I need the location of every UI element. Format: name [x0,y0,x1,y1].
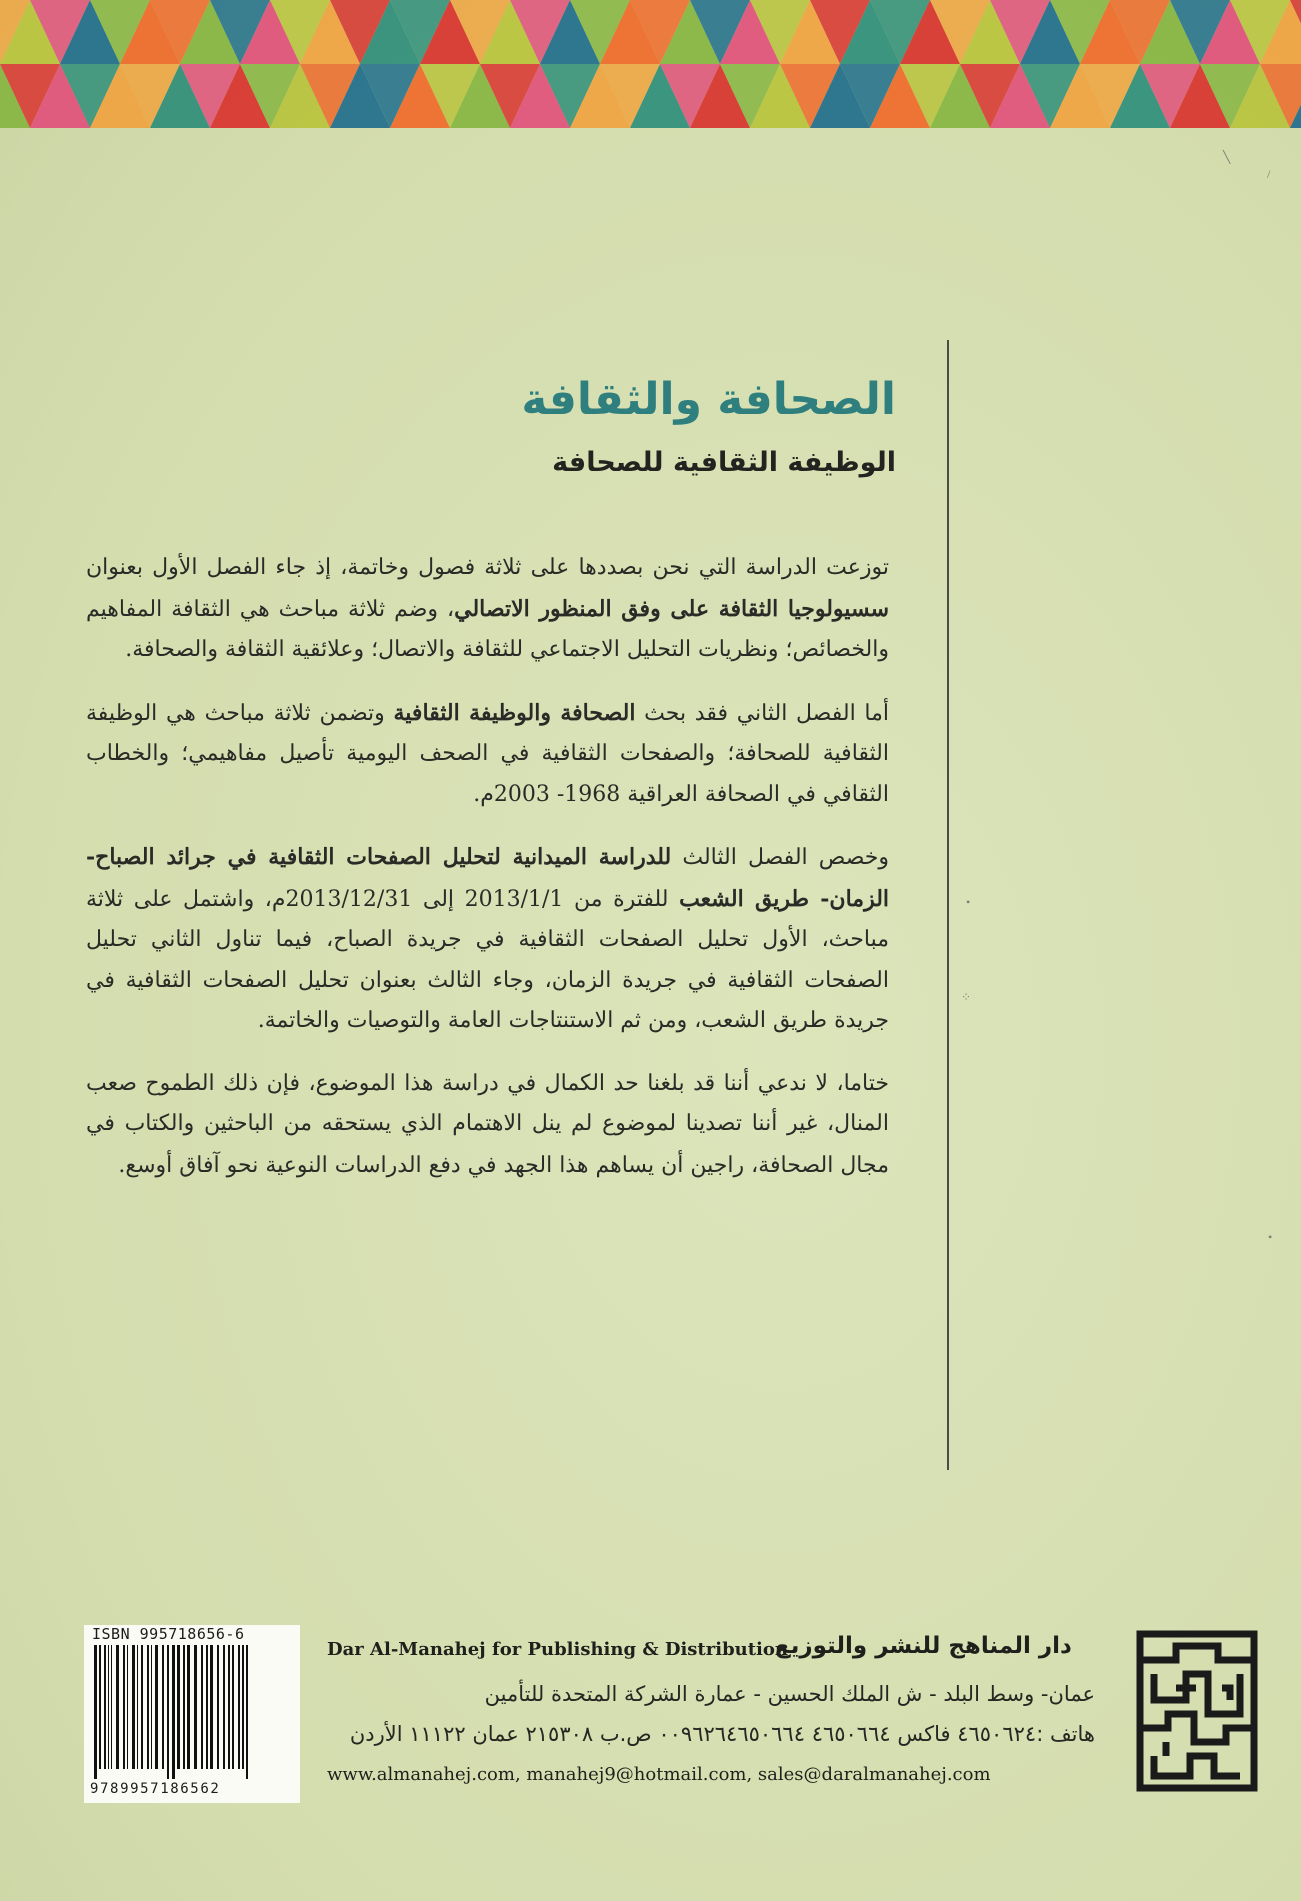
barcode-bar [151,1645,152,1769]
isbn-label: ISBN 995718656-6 [92,1625,245,1643]
scuff-mark: • [1268,1230,1273,1244]
barcode-bar [132,1645,135,1769]
publisher-phone-line: هاتف :٤٦٥٠٦٢٤ فاكس ٤٦٥٠٦٦٤ ٠٠٩٦٢٦٤٦٥٠٦٦٤ ص.ب ٢١٥٣٠٨ عمان ١١١٢٢ الأردن [349,1722,1095,1746]
scuff-mark: • [966,895,971,909]
barcode-bars [90,1645,294,1779]
barcode-bar [194,1645,197,1769]
barcode-bar [217,1645,219,1769]
barcode-bar [183,1645,185,1769]
barcode-bar [172,1645,175,1779]
barcode-bar [137,1645,138,1769]
barcode-bar [223,1645,225,1769]
book-subtitle: الوظيفة الثقافية للصحافة [552,447,896,478]
triangle-pattern [0,0,1301,128]
barcode-bar [127,1645,128,1769]
barcode-bar [116,1645,119,1769]
barcode-digits: 9789957186562 [90,1781,221,1797]
barcode-bar [177,1645,180,1769]
blurb-paragraph-4: ختاما، لا ندعي أننا قد بلغنا حد الكمال في دراسة هذا الموضوع، فإن ذلك الطموح صعب المنال، غير أننا تصدينا لموضوع لم ينل الاهتمام الذي يستحقه من الباحثين والكتاب في مجال الصحافة، راجين أن يساهم هذا الجهد في دفع الدراسات النوعية نحو آفاق أوسع. [86,1070,889,1178]
blurb-paragraph-3: وخصص الفصل الثالث للدراسة الميدانية لتحليل الصفحات الثقافية في جرائد الصباح- الزمان- طريق الشعب للفترة من 2013/1/1 إلى 2013/12/31م، واشتمل على ثلاثة مباحث، الأول تحليل الصفحات الثقافية في جريدة الصباح، فيما تناول الثاني تحليل الصفحات الثقافية في جريدة الزمان، وجاء الثالث بعنوان تحليل الصفحات الثقافية في جريدة طريق الشعب، ومن ثم الاستنتاجات العامة والتوصيات والخاتمة. [86,844,890,1033]
vertical-divider-line [947,340,949,1470]
barcode-bar [228,1645,230,1769]
publisher-name-arabic: دار المناهج للنشر والتوزيع [775,1633,1072,1659]
book-title: الصحافة والثقافة [521,374,896,425]
barcode-bar [155,1645,158,1769]
barcode-bar [201,1645,203,1769]
geometric-triangle-band [0,0,1301,128]
publisher-logo-icon [1136,1630,1258,1792]
barcode-bar [238,1645,240,1769]
barcode-bar [242,1645,244,1769]
scuff-mark: ⁘ [961,990,972,1004]
publisher-name-english: Dar Al-Manahej for Publishing & Distribution [327,1639,788,1660]
barcode-bar [99,1645,101,1769]
barcode-bar [104,1645,106,1769]
publisher-address: عمان- وسط البلد - ش الملك الحسين - عمارة الشركة المتحدة للتأمين [484,1682,1095,1706]
scuff-mark: ╲ [1223,150,1231,164]
barcode-bar [162,1645,164,1769]
barcode-bar [167,1645,169,1779]
blurb-paragraph-1: توزعت الدراسة التي نحن بصددها على ثلاثة فصول وخاتمة، إذ جاء الفصل الأول بعنوان سسيولوجيا الثقافة على وفق المنظور الاتصالي، وضم ثلاثة مباحث هي الثقافة المفاهيم والخصائص؛ ونظريات التحليل الاجتماعي للثقافة والاتصال؛ وعلائقية الثقافة والصحافة. [86,555,889,662]
barcode-bar [246,1645,248,1779]
barcode-bar [187,1645,190,1769]
scuff-mark: / [1267,167,1271,181]
barcode-bar [108,1645,109,1769]
blurb-paragraph-2: أما الفصل الثاني فقد بحث الصحافة والوظيفة الثقافية وتضمن ثلاثة مباحث هي الوظيفة الثقافية للصحافة؛ والصفحات الثقافية في الصحف اليومية تأصيل مفاهيمي؛ والخطاب الثقافي في الصحافة العراقية 1968- 2003م. [86,699,889,807]
barcode-bar [111,1645,112,1769]
barcode-bar [206,1645,208,1769]
barcode-bar [123,1645,125,1769]
barcode-bar [210,1645,213,1769]
barcode-bar [147,1645,149,1769]
publisher-contacts: www.almanahej.com, manahej9@hotmail.com, sales@daralmanahej.com [327,1764,991,1785]
barcode-bar [141,1645,143,1769]
blurb-text [86,548,889,1208]
barcode-bar [94,1645,97,1779]
isbn-barcode [84,1625,300,1803]
barcode-bar [232,1645,234,1769]
